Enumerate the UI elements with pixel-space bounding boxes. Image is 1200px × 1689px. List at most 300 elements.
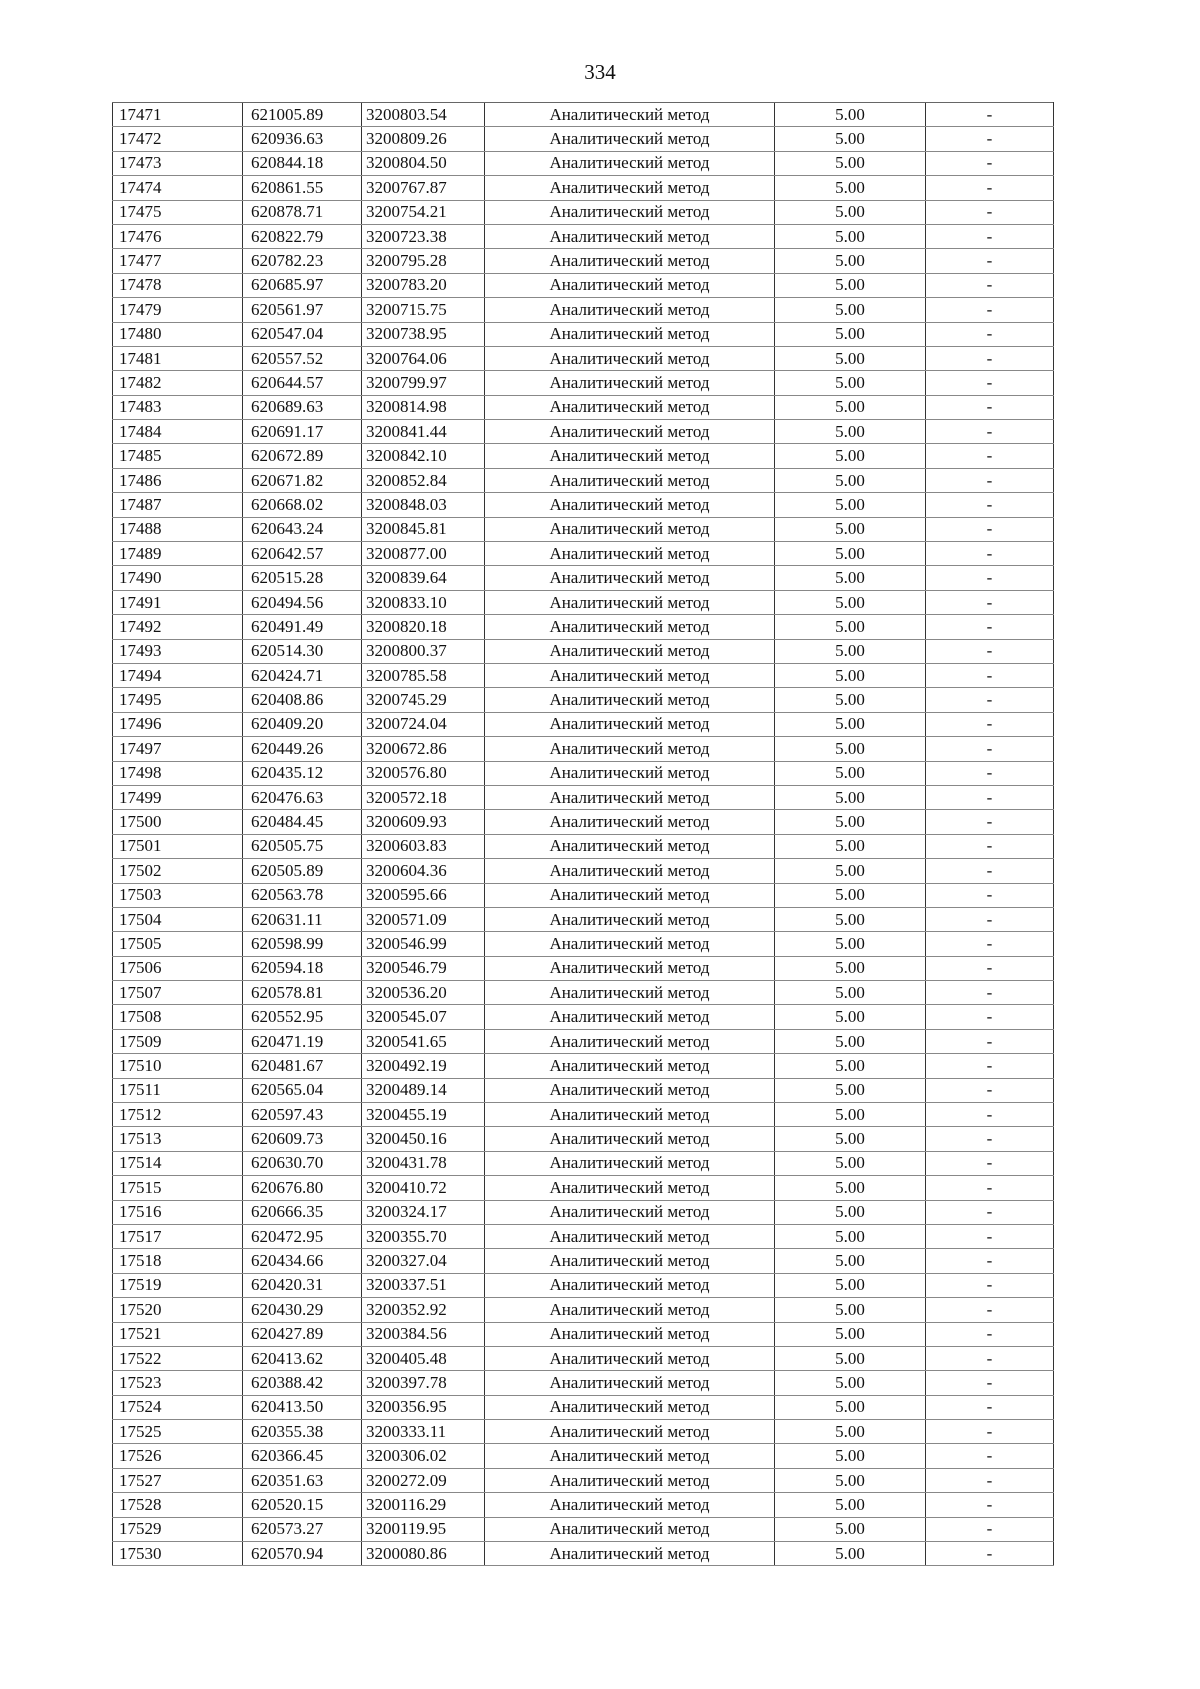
note-cell: -: [926, 1444, 1054, 1468]
accuracy-cell: 5.00: [775, 590, 926, 614]
method-cell: Аналитический метод: [485, 1224, 775, 1248]
y-coordinate-cell: 3200595.66: [362, 883, 485, 907]
note-cell: -: [926, 420, 1054, 444]
x-coordinate-cell: 620435.12: [243, 761, 362, 785]
table-row: [113, 517, 1054, 541]
note-cell: -: [926, 1420, 1054, 1444]
note-cell: -: [926, 200, 1054, 224]
accuracy-cell: 5.00: [775, 1468, 926, 1492]
table-row: [113, 639, 1054, 663]
accuracy-cell: 5.00: [775, 1493, 926, 1517]
accuracy-cell: 5.00: [775, 712, 926, 736]
x-coordinate-cell: 620355.38: [243, 1420, 362, 1444]
note-cell: -: [926, 810, 1054, 834]
note-cell: -: [926, 785, 1054, 809]
point-number-cell: 17497: [113, 737, 243, 761]
note-cell: -: [926, 249, 1054, 273]
y-coordinate-cell: 3200839.64: [362, 566, 485, 590]
point-number-cell: 17476: [113, 224, 243, 248]
note-cell: -: [926, 322, 1054, 346]
accuracy-cell: 5.00: [775, 932, 926, 956]
y-coordinate-cell: 3200672.86: [362, 737, 485, 761]
table-row: [113, 1371, 1054, 1395]
point-number-cell: 17478: [113, 273, 243, 297]
x-coordinate-cell: 621005.89: [243, 103, 362, 127]
x-coordinate-cell: 620520.15: [243, 1493, 362, 1517]
x-coordinate-cell: 620598.99: [243, 932, 362, 956]
method-cell: Аналитический метод: [485, 834, 775, 858]
note-cell: -: [926, 224, 1054, 248]
point-number-cell: 17491: [113, 590, 243, 614]
accuracy-cell: 5.00: [775, 371, 926, 395]
x-coordinate-cell: 620630.70: [243, 1151, 362, 1175]
y-coordinate-cell: 3200609.93: [362, 810, 485, 834]
y-coordinate-cell: 3200799.97: [362, 371, 485, 395]
coordinates-table: [112, 102, 1054, 1566]
x-coordinate-cell: 620424.71: [243, 663, 362, 687]
method-cell: Аналитический метод: [485, 1298, 775, 1322]
accuracy-cell: 5.00: [775, 615, 926, 639]
accuracy-cell: 5.00: [775, 1542, 926, 1566]
y-coordinate-cell: 3200355.70: [362, 1224, 485, 1248]
accuracy-cell: 5.00: [775, 981, 926, 1005]
table-row: [113, 468, 1054, 492]
y-coordinate-cell: 3200845.81: [362, 517, 485, 541]
x-coordinate-cell: 620449.26: [243, 737, 362, 761]
point-number-cell: 17526: [113, 1444, 243, 1468]
point-number-cell: 17520: [113, 1298, 243, 1322]
method-cell: Аналитический метод: [485, 517, 775, 541]
note-cell: -: [926, 761, 1054, 785]
x-coordinate-cell: 620861.55: [243, 176, 362, 200]
method-cell: Аналитический метод: [485, 712, 775, 736]
y-coordinate-cell: 3200877.00: [362, 542, 485, 566]
point-number-cell: 17509: [113, 1029, 243, 1053]
accuracy-cell: 5.00: [775, 1029, 926, 1053]
accuracy-cell: 5.00: [775, 420, 926, 444]
x-coordinate-cell: 620388.42: [243, 1371, 362, 1395]
table-row: [113, 1322, 1054, 1346]
y-coordinate-cell: 3200450.16: [362, 1127, 485, 1151]
note-cell: -: [926, 956, 1054, 980]
y-coordinate-cell: 3200333.11: [362, 1420, 485, 1444]
x-coordinate-cell: 620936.63: [243, 127, 362, 151]
y-coordinate-cell: 3200489.14: [362, 1078, 485, 1102]
y-coordinate-cell: 3200352.92: [362, 1298, 485, 1322]
x-coordinate-cell: 620484.45: [243, 810, 362, 834]
note-cell: -: [926, 1346, 1054, 1370]
table-row: [113, 1346, 1054, 1370]
y-coordinate-cell: 3200384.56: [362, 1322, 485, 1346]
table-row: [113, 322, 1054, 346]
accuracy-cell: 5.00: [775, 639, 926, 663]
table-row: [113, 737, 1054, 761]
y-coordinate-cell: 3200337.51: [362, 1273, 485, 1297]
note-cell: -: [926, 566, 1054, 590]
x-coordinate-cell: 620351.63: [243, 1468, 362, 1492]
note-cell: -: [926, 859, 1054, 883]
accuracy-cell: 5.00: [775, 517, 926, 541]
method-cell: Аналитический метод: [485, 1395, 775, 1419]
note-cell: -: [926, 639, 1054, 663]
accuracy-cell: 5.00: [775, 907, 926, 931]
y-coordinate-cell: 3200833.10: [362, 590, 485, 614]
x-coordinate-cell: 620685.97: [243, 273, 362, 297]
method-cell: Аналитический метод: [485, 1444, 775, 1468]
point-number-cell: 17519: [113, 1273, 243, 1297]
method-cell: Аналитический метод: [485, 907, 775, 931]
y-coordinate-cell: 3200848.03: [362, 493, 485, 517]
note-cell: -: [926, 1103, 1054, 1127]
point-number-cell: 17485: [113, 444, 243, 468]
method-cell: Аналитический метод: [485, 1005, 775, 1029]
x-coordinate-cell: 620671.82: [243, 468, 362, 492]
accuracy-cell: 5.00: [775, 395, 926, 419]
x-coordinate-cell: 620413.50: [243, 1395, 362, 1419]
table-row: [113, 200, 1054, 224]
y-coordinate-cell: 3200356.95: [362, 1395, 485, 1419]
note-cell: -: [926, 493, 1054, 517]
y-coordinate-cell: 3200119.95: [362, 1517, 485, 1541]
point-number-cell: 17529: [113, 1517, 243, 1541]
x-coordinate-cell: 620515.28: [243, 566, 362, 590]
y-coordinate-cell: 3200545.07: [362, 1005, 485, 1029]
x-coordinate-cell: 620565.04: [243, 1078, 362, 1102]
point-number-cell: 17512: [113, 1103, 243, 1127]
note-cell: -: [926, 444, 1054, 468]
method-cell: Аналитический метод: [485, 249, 775, 273]
point-number-cell: 17502: [113, 859, 243, 883]
accuracy-cell: 5.00: [775, 1444, 926, 1468]
note-cell: -: [926, 883, 1054, 907]
table-row: [113, 151, 1054, 175]
accuracy-cell: 5.00: [775, 151, 926, 175]
table-row: [113, 444, 1054, 468]
x-coordinate-cell: 620642.57: [243, 542, 362, 566]
table-row: [113, 1517, 1054, 1541]
page-number: 334: [584, 60, 616, 84]
table-row: [113, 1249, 1054, 1273]
x-coordinate-cell: 620563.78: [243, 883, 362, 907]
table-row: [113, 1395, 1054, 1419]
method-cell: Аналитический метод: [485, 1200, 775, 1224]
point-number-cell: 17490: [113, 566, 243, 590]
accuracy-cell: 5.00: [775, 1249, 926, 1273]
table-row: [113, 1224, 1054, 1248]
x-coordinate-cell: 620481.67: [243, 1054, 362, 1078]
note-cell: -: [926, 590, 1054, 614]
method-cell: Аналитический метод: [485, 224, 775, 248]
method-cell: Аналитический метод: [485, 1493, 775, 1517]
table-row: [113, 346, 1054, 370]
point-number-cell: 17487: [113, 493, 243, 517]
table-row: [113, 542, 1054, 566]
note-cell: -: [926, 1493, 1054, 1517]
accuracy-cell: 5.00: [775, 103, 926, 127]
point-number-cell: 17508: [113, 1005, 243, 1029]
note-cell: -: [926, 127, 1054, 151]
accuracy-cell: 5.00: [775, 444, 926, 468]
y-coordinate-cell: 3200841.44: [362, 420, 485, 444]
note-cell: -: [926, 1371, 1054, 1395]
method-cell: Аналитический метод: [485, 785, 775, 809]
table-row: [113, 956, 1054, 980]
point-number-cell: 17511: [113, 1078, 243, 1102]
point-number-cell: 17525: [113, 1420, 243, 1444]
point-number-cell: 17507: [113, 981, 243, 1005]
y-coordinate-cell: 3200272.09: [362, 1468, 485, 1492]
accuracy-cell: 5.00: [775, 1054, 926, 1078]
accuracy-cell: 5.00: [775, 249, 926, 273]
note-cell: -: [926, 176, 1054, 200]
point-number-cell: 17471: [113, 103, 243, 127]
y-coordinate-cell: 3200795.28: [362, 249, 485, 273]
accuracy-cell: 5.00: [775, 688, 926, 712]
accuracy-cell: 5.00: [775, 468, 926, 492]
method-cell: Аналитический метод: [485, 932, 775, 956]
method-cell: Аналитический метод: [485, 298, 775, 322]
method-cell: Аналитический метод: [485, 883, 775, 907]
table-row: [113, 1103, 1054, 1127]
table-row: [113, 810, 1054, 834]
y-coordinate-cell: 3200080.86: [362, 1542, 485, 1566]
accuracy-cell: 5.00: [775, 1224, 926, 1248]
point-number-cell: 17494: [113, 663, 243, 687]
x-coordinate-cell: 620573.27: [243, 1517, 362, 1541]
note-cell: -: [926, 907, 1054, 931]
table-row: [113, 420, 1054, 444]
y-coordinate-cell: 3200572.18: [362, 785, 485, 809]
x-coordinate-cell: 620420.31: [243, 1273, 362, 1297]
point-number-cell: 17479: [113, 298, 243, 322]
y-coordinate-cell: 3200576.80: [362, 761, 485, 785]
method-cell: Аналитический метод: [485, 639, 775, 663]
accuracy-cell: 5.00: [775, 859, 926, 883]
method-cell: Аналитический метод: [485, 663, 775, 687]
method-cell: Аналитический метод: [485, 1078, 775, 1102]
table-row: [113, 1151, 1054, 1175]
point-number-cell: 17521: [113, 1322, 243, 1346]
table-row: [113, 834, 1054, 858]
accuracy-cell: 5.00: [775, 566, 926, 590]
accuracy-cell: 5.00: [775, 176, 926, 200]
table-row: [113, 663, 1054, 687]
note-cell: -: [926, 663, 1054, 687]
accuracy-cell: 5.00: [775, 1420, 926, 1444]
table-row: [113, 590, 1054, 614]
accuracy-cell: 5.00: [775, 663, 926, 687]
point-number-cell: 17486: [113, 468, 243, 492]
point-number-cell: 17475: [113, 200, 243, 224]
accuracy-cell: 5.00: [775, 1517, 926, 1541]
table-row: [113, 712, 1054, 736]
point-number-cell: 17522: [113, 1346, 243, 1370]
table-row: [113, 224, 1054, 248]
table-row: [113, 395, 1054, 419]
table-row: [113, 785, 1054, 809]
table-row: [113, 907, 1054, 931]
note-cell: -: [926, 1029, 1054, 1053]
note-cell: -: [926, 688, 1054, 712]
point-number-cell: 17474: [113, 176, 243, 200]
note-cell: -: [926, 1273, 1054, 1297]
accuracy-cell: 5.00: [775, 956, 926, 980]
y-coordinate-cell: 3200764.06: [362, 346, 485, 370]
point-number-cell: 17480: [113, 322, 243, 346]
table-row: [113, 127, 1054, 151]
table-row: [113, 176, 1054, 200]
note-cell: -: [926, 1200, 1054, 1224]
accuracy-cell: 5.00: [775, 785, 926, 809]
coordinates-table-body: [113, 103, 1054, 1566]
table-row: [113, 1200, 1054, 1224]
accuracy-cell: 5.00: [775, 200, 926, 224]
x-coordinate-cell: 620578.81: [243, 981, 362, 1005]
x-coordinate-cell: 620844.18: [243, 151, 362, 175]
y-coordinate-cell: 3200715.75: [362, 298, 485, 322]
accuracy-cell: 5.00: [775, 127, 926, 151]
table-row: [113, 615, 1054, 639]
y-coordinate-cell: 3200405.48: [362, 1346, 485, 1370]
accuracy-cell: 5.00: [775, 737, 926, 761]
x-coordinate-cell: 620689.63: [243, 395, 362, 419]
point-number-cell: 17518: [113, 1249, 243, 1273]
accuracy-cell: 5.00: [775, 1298, 926, 1322]
x-coordinate-cell: 620631.11: [243, 907, 362, 931]
method-cell: Аналитический метод: [485, 395, 775, 419]
table-row: [113, 761, 1054, 785]
method-cell: Аналитический метод: [485, 1054, 775, 1078]
y-coordinate-cell: 3200767.87: [362, 176, 485, 200]
method-cell: Аналитический метод: [485, 1322, 775, 1346]
x-coordinate-cell: 620557.52: [243, 346, 362, 370]
x-coordinate-cell: 620430.29: [243, 1298, 362, 1322]
y-coordinate-cell: 3200603.83: [362, 834, 485, 858]
y-coordinate-cell: 3200604.36: [362, 859, 485, 883]
point-number-cell: 17499: [113, 785, 243, 809]
x-coordinate-cell: 620514.30: [243, 639, 362, 663]
note-cell: -: [926, 371, 1054, 395]
note-cell: -: [926, 712, 1054, 736]
method-cell: Аналитический метод: [485, 737, 775, 761]
y-coordinate-cell: 3200541.65: [362, 1029, 485, 1053]
method-cell: Аналитический метод: [485, 810, 775, 834]
method-cell: Аналитический метод: [485, 1542, 775, 1566]
point-number-cell: 17483: [113, 395, 243, 419]
table-row: [113, 103, 1054, 127]
note-cell: -: [926, 1395, 1054, 1419]
x-coordinate-cell: 620547.04: [243, 322, 362, 346]
accuracy-cell: 5.00: [775, 542, 926, 566]
x-coordinate-cell: 620505.89: [243, 859, 362, 883]
method-cell: Аналитический метод: [485, 444, 775, 468]
method-cell: Аналитический метод: [485, 493, 775, 517]
table-row: [113, 859, 1054, 883]
note-cell: -: [926, 1054, 1054, 1078]
note-cell: -: [926, 1176, 1054, 1200]
note-cell: -: [926, 151, 1054, 175]
y-coordinate-cell: 3200803.54: [362, 103, 485, 127]
note-cell: -: [926, 1468, 1054, 1492]
method-cell: Аналитический метод: [485, 1468, 775, 1492]
note-cell: -: [926, 542, 1054, 566]
method-cell: Аналитический метод: [485, 151, 775, 175]
method-cell: Аналитический метод: [485, 346, 775, 370]
point-number-cell: 17517: [113, 1224, 243, 1248]
note-cell: -: [926, 346, 1054, 370]
point-number-cell: 17473: [113, 151, 243, 175]
method-cell: Аналитический метод: [485, 1103, 775, 1127]
table-row: [113, 249, 1054, 273]
accuracy-cell: 5.00: [775, 1371, 926, 1395]
y-coordinate-cell: 3200783.20: [362, 273, 485, 297]
x-coordinate-cell: 620822.79: [243, 224, 362, 248]
x-coordinate-cell: 620409.20: [243, 712, 362, 736]
method-cell: Аналитический метод: [485, 1029, 775, 1053]
accuracy-cell: 5.00: [775, 1127, 926, 1151]
method-cell: Аналитический метод: [485, 273, 775, 297]
accuracy-cell: 5.00: [775, 1273, 926, 1297]
note-cell: -: [926, 834, 1054, 858]
accuracy-cell: 5.00: [775, 322, 926, 346]
y-coordinate-cell: 3200306.02: [362, 1444, 485, 1468]
method-cell: Аналитический метод: [485, 322, 775, 346]
table-row: [113, 1078, 1054, 1102]
x-coordinate-cell: 620505.75: [243, 834, 362, 858]
accuracy-cell: 5.00: [775, 1322, 926, 1346]
y-coordinate-cell: 3200536.20: [362, 981, 485, 1005]
point-number-cell: 17505: [113, 932, 243, 956]
x-coordinate-cell: 620491.49: [243, 615, 362, 639]
point-number-cell: 17510: [113, 1054, 243, 1078]
x-coordinate-cell: 620691.17: [243, 420, 362, 444]
note-cell: -: [926, 1542, 1054, 1566]
y-coordinate-cell: 3200492.19: [362, 1054, 485, 1078]
accuracy-cell: 5.00: [775, 810, 926, 834]
method-cell: Аналитический метод: [485, 1371, 775, 1395]
note-cell: -: [926, 1005, 1054, 1029]
y-coordinate-cell: 3200431.78: [362, 1151, 485, 1175]
point-number-cell: 17500: [113, 810, 243, 834]
method-cell: Аналитический метод: [485, 468, 775, 492]
accuracy-cell: 5.00: [775, 834, 926, 858]
table-row: [113, 688, 1054, 712]
method-cell: Аналитический метод: [485, 1273, 775, 1297]
method-cell: Аналитический метод: [485, 1517, 775, 1541]
note-cell: -: [926, 1322, 1054, 1346]
point-number-cell: 17493: [113, 639, 243, 663]
y-coordinate-cell: 3200327.04: [362, 1249, 485, 1273]
accuracy-cell: 5.00: [775, 224, 926, 248]
y-coordinate-cell: 3200571.09: [362, 907, 485, 931]
table-row: [113, 1029, 1054, 1053]
table-row: [113, 883, 1054, 907]
accuracy-cell: 5.00: [775, 273, 926, 297]
y-coordinate-cell: 3200852.84: [362, 468, 485, 492]
x-coordinate-cell: 620494.56: [243, 590, 362, 614]
y-coordinate-cell: 3200800.37: [362, 639, 485, 663]
table-row: [113, 932, 1054, 956]
accuracy-cell: 5.00: [775, 1078, 926, 1102]
x-coordinate-cell: 620413.62: [243, 1346, 362, 1370]
method-cell: Аналитический метод: [485, 127, 775, 151]
note-cell: -: [926, 1127, 1054, 1151]
note-cell: -: [926, 1151, 1054, 1175]
note-cell: -: [926, 298, 1054, 322]
x-coordinate-cell: 620644.57: [243, 371, 362, 395]
y-coordinate-cell: 3200723.38: [362, 224, 485, 248]
table-row: [113, 273, 1054, 297]
